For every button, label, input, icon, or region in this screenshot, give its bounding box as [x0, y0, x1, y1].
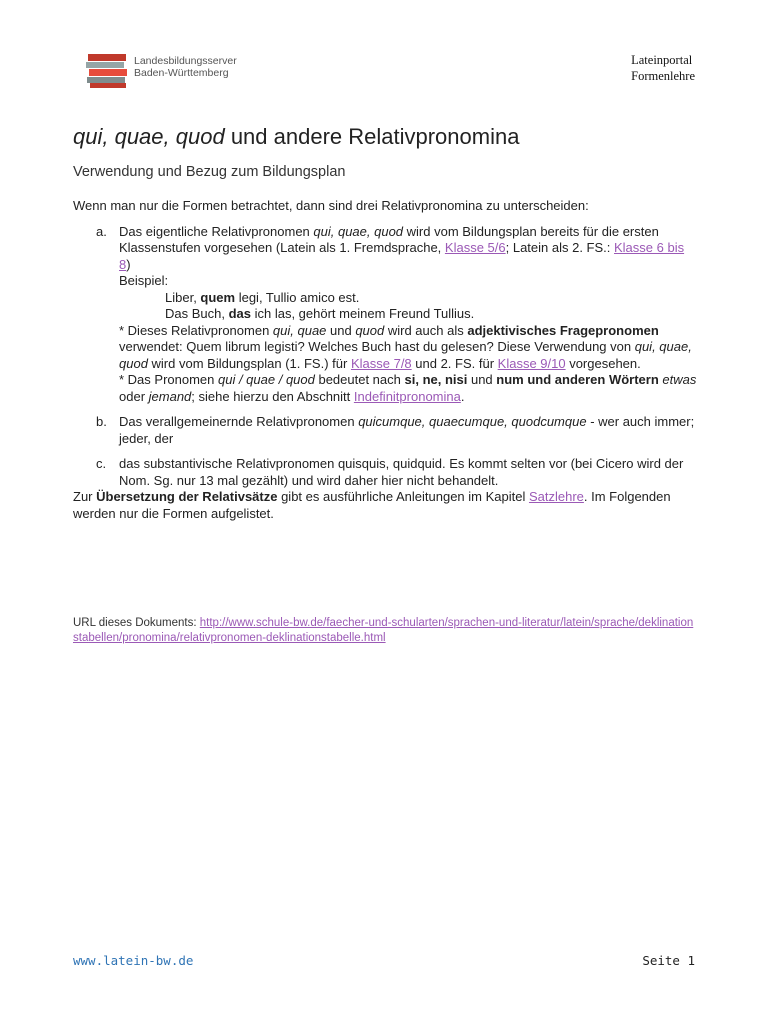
item-a-text — [119, 224, 698, 290]
bold-term: adjektivisches Fragepronomen — [467, 322, 659, 338]
link-klasse-5-6[interactable]: Klasse 5/6 — [444, 240, 506, 255]
link-klasse-6-bis-8[interactable]: Klasse 6 bis 8 — [119, 240, 685, 272]
logo-book-1 — [88, 54, 126, 61]
text-span: gibt es ausführliche Anleitungen im Kapitel — [277, 489, 529, 504]
text-span: . — [460, 388, 465, 404]
title-italic: qui, quae, quod — [73, 124, 225, 149]
latin-term: qui, quae, quod — [313, 223, 404, 239]
logo-line-2: Baden-Württemberg — [134, 67, 229, 79]
text-span: * Das Pronomen — [119, 372, 218, 387]
logo-book-5 — [90, 83, 126, 88]
header-right — [631, 52, 695, 84]
text-span: ich las, gehört meinem Freund Tullius. — [251, 306, 475, 321]
latin-term: qui, quae, quod — [119, 339, 692, 371]
url-label: URL dieses Dokuments: — [73, 617, 200, 629]
beispiel-label: Beispiel: — [119, 273, 169, 288]
text-span: - wer auch immer; jeder, der — [119, 414, 695, 446]
document-body — [73, 198, 698, 522]
text-span: ; Latein als 2. FS.: — [505, 240, 614, 255]
list-marker: b. — [96, 414, 107, 429]
logo-text — [134, 55, 237, 79]
closing-paragraph — [73, 489, 698, 522]
intro-paragraph: Wenn man nur die Formen betrachtet, dann sind drei Relativpronomina zu unterscheiden: — [73, 198, 589, 213]
text-span: Das verallgemeinernde Relativpronomen — [119, 414, 359, 429]
list-item-a — [73, 224, 698, 406]
text-span: * Dieses Relativpronomen — [119, 322, 273, 338]
document-url — [73, 616, 698, 646]
page-subtitle: Verwendung und Bezug zum Bildungsplan — [73, 164, 346, 180]
footer-page-number: Seite 1 — [642, 953, 695, 968]
text-span: bedeutet nach — [314, 372, 405, 387]
text-span: und — [467, 372, 497, 387]
text-span: wird vom Bildungsplan bereits für die ersten Klassenstufen vorgesehen (Latein als 1. Fremdsprache, — [119, 223, 659, 255]
list-marker: a. — [96, 223, 107, 239]
text-span: oder — [119, 388, 149, 404]
text-span: Zur — [73, 489, 97, 504]
bold-term: quem — [200, 289, 236, 305]
bold-term: num und anderen Wörtern — [496, 372, 659, 387]
italic-term: jemand — [148, 388, 192, 404]
document-url-link[interactable]: http://www.schule-bw.de/faecher-und-schularten/sprachen-und-literatur/latein/sprache/deklinationstabellen/pronomina/relativpronomen-deklinationstabelle.html — [73, 617, 694, 644]
text-span: ; siehe hierzu den Abschnitt — [191, 388, 354, 404]
bold-term: Übersetzung der Relativsätze — [96, 489, 278, 504]
text-span: Das Buch, — [165, 306, 229, 321]
page-title — [73, 124, 519, 150]
list-item-b — [73, 414, 698, 447]
text-span: Liber, — [165, 289, 201, 305]
example-german — [119, 306, 698, 323]
title-rest: und andere Relativpronomina — [224, 124, 520, 149]
header-portal: Lateinportal — [631, 53, 693, 67]
logo-book-4 — [87, 77, 125, 83]
item-b-text — [119, 414, 698, 447]
header-section: Formenlehre — [631, 69, 695, 83]
item-c-text: das substantivische Relativpronomen quisquis, quidquid. Es kommt selten vor (bei Cicero wird der Nom. Sg. nur 13 mal gezählt) und wird daher hier nicht behandelt. — [119, 456, 684, 488]
text-span: . Im Folgenden werden nur die Formen aufgelistet. — [73, 489, 671, 521]
text-span: Das eigentliche Relativpronomen — [119, 223, 314, 239]
latin-term: qui, quae — [272, 322, 327, 338]
link-klasse-7-8[interactable]: Klasse 7/8 — [350, 355, 412, 371]
link-indefinitpronomina[interactable]: Indefinitpronomina — [353, 388, 461, 404]
logo-book-2 — [86, 62, 124, 68]
text-span: wird auch als — [384, 322, 468, 338]
text-span: verwendet: Quem librum legisti? Welches Buch hast du gelesen? Diese Verwendung von — [119, 339, 635, 354]
text-span: und — [326, 322, 356, 338]
text-span: vorgesehen. — [565, 355, 641, 371]
bold-term: das — [228, 306, 251, 321]
list-marker: c. — [96, 456, 107, 471]
latin-term: qui / quae / quod — [218, 372, 315, 387]
latin-term: quod — [355, 322, 385, 338]
link-satzlehre[interactable]: Satzlehre — [528, 489, 584, 504]
link-klasse-9-10[interactable]: Klasse 9/10 — [497, 355, 566, 371]
text-span: legi, Tullio amico est. — [235, 289, 360, 305]
italic-term: etwas — [662, 372, 697, 387]
bold-term: si, ne, nisi — [404, 372, 468, 387]
footer-website[interactable]: www.latein-bw.de — [73, 953, 194, 968]
text-span: und 2. FS. für — [411, 355, 498, 371]
logo-book-3 — [89, 69, 127, 76]
example-latin — [119, 290, 698, 307]
list-item-c — [73, 456, 698, 489]
text-span: wird vom Bildungsplan (1. FS.) für — [147, 355, 351, 371]
text-span: ) — [126, 256, 131, 272]
latin-term: quicumque, quaecumque, quodcumque — [358, 414, 587, 429]
logo-line-1: Landesbildungsserver — [134, 55, 237, 67]
note-fragepronomen — [119, 323, 698, 406]
